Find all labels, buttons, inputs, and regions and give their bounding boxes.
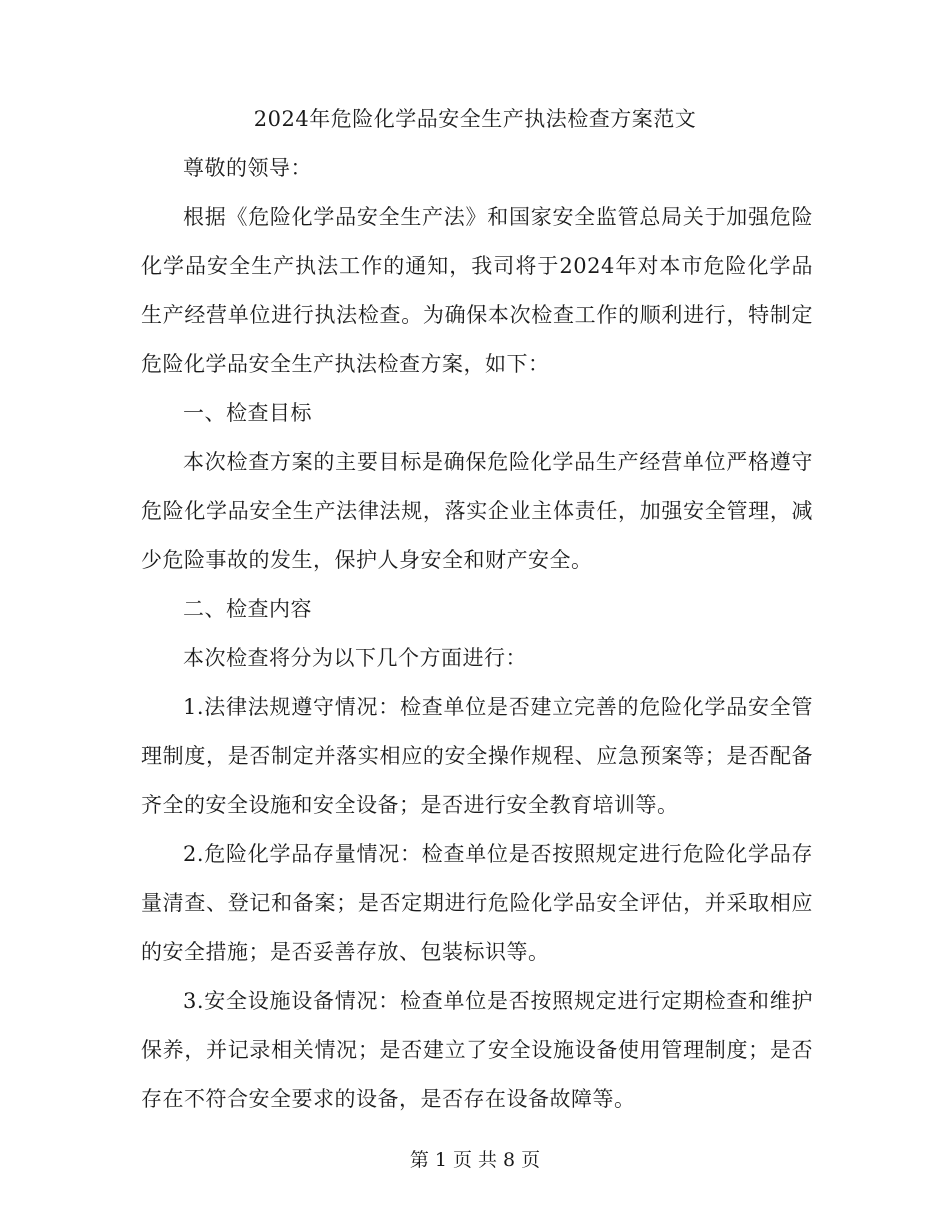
section-heading-objective: 一、检查目标	[183, 401, 312, 425]
content-item-1: 1.法律法规遵守情况：检查单位是否建立完善的危险化学品安全管理制度，是否制定并落实相应的安全操作规程、应急预案等；是否配备齐全的安全设施和安全设备；是否进行安全教育培训等。	[141, 695, 813, 817]
document-title: 2024年危险化学品安全生产执法检查方案范文	[253, 107, 697, 131]
content-intro-paragraph: 本次检查将分为以下几个方面进行：	[183, 646, 527, 670]
intro-paragraph: 根据《危险化学品安全生产法》和国家安全监管总局关于加强危险化学品安全生产执法工作的通知，我司将于2024年对本市危险化学品生产经营单位进行执法检查。为确保本次检查工作的顺利进行，特制定危险化学品安全生产执法检查方案，如下：	[141, 205, 813, 376]
page-number-footer: 第 1 页 共 8 页	[409, 1149, 541, 1171]
document-body	[141, 144, 813, 1124]
content-item-3: 3.安全设施设备情况：检查单位是否按照规定进行定期检查和维护保养，并记录相关情况；是否建立了安全设施设备使用管理制度；是否存在不符合安全要求的设备，是否存在设备故障等。	[141, 989, 813, 1111]
objective-paragraph: 本次检查方案的主要目标是确保危险化学品生产经营单位严格遵守危险化学品安全生产法律法规，落实企业主体责任，加强安全管理，减少危险事故的发生，保护人身安全和财产安全。	[141, 450, 813, 572]
salutation: 尊敬的领导：	[183, 156, 312, 180]
section-heading-content: 二、检查内容	[183, 597, 312, 621]
content-item-2: 2.危险化学品存量情况：检查单位是否按照规定进行危险化学品存量清查、登记和备案；是否定期进行危险化学品安全评估，并采取相应的安全措施；是否妥善存放、包装标识等。	[141, 842, 813, 964]
